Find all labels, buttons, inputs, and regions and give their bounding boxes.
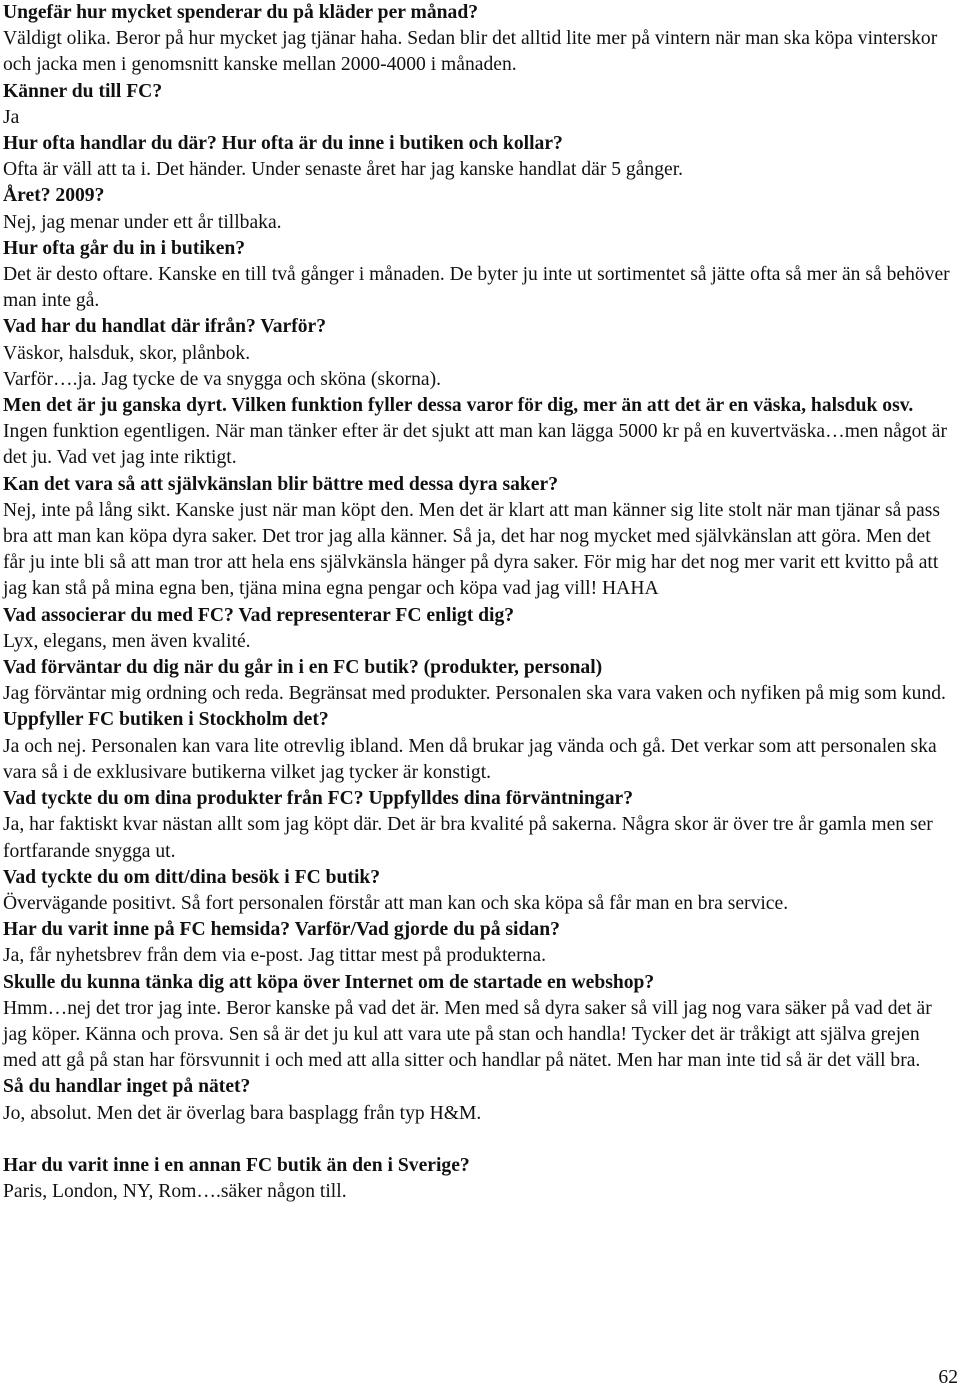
interview-answer — [3, 734, 957, 786]
interview-answer — [3, 498, 957, 603]
interview-answer — [3, 629, 957, 655]
answer-text: Lyx, elegans, men även kvalité. — [3, 630, 251, 652]
document-body — [3, 0, 957, 1205]
interview-question — [3, 236, 957, 262]
answer-text: Nej, inte på lång sikt. Kanske just när man köpt den. Men det är klart att man känner sig lite stolt när man tjänar så pass bra att man kan köpa dyra saker. Det tror jag alla känner. Så ja, det har nog mycket med självkänslan att göra. Men det får ju inte bli så att man tror att hela ens självkänsla hänger på dyra saker. För mig har det nog mer varit ett kvitto på att jag kan stå på mina egna ben, tjäna mina egna pengar och köpa vad jag vill! HAHA — [3, 499, 940, 600]
interview-answer — [3, 105, 957, 131]
answer-text: Ja, har faktiskt kvar nästan allt som jag köpt där. Det är bra kvalité på sakerna. Några skor är över tre år gamla men ser fortfarande snygga ut. — [3, 814, 933, 862]
interview-question — [3, 603, 957, 629]
interview-answer — [3, 1101, 957, 1127]
interview-answer — [3, 157, 957, 183]
question-text: Vad tyckte du om dina produkter från FC? Uppfylldes dina förväntningar? — [3, 788, 634, 810]
interview-answer — [3, 943, 957, 969]
interview-question — [3, 1074, 957, 1100]
question-text: Vad har du handlat där ifrån? Varför? — [3, 316, 327, 338]
question-text: Vad förväntar du dig när du går in i en FC butik? (produkter, personal) — [3, 657, 603, 679]
interview-answer — [3, 812, 957, 864]
interview-answer — [3, 419, 957, 471]
question-text: Kan det vara så att självkänslan blir bättre med dessa dyra saker? — [3, 473, 558, 495]
interview-question — [3, 314, 957, 340]
interview-answer — [3, 262, 957, 314]
interview-question — [3, 917, 957, 943]
answer-text: Nej, jag menar under ett år tillbaka. — [3, 211, 282, 233]
interview-question — [3, 970, 957, 996]
answer-text: Det är desto oftare. Kanske en till två gånger i månaden. De byter ju inte ut sortimentet så jätte ofta så mer än så behöver man inte gå. — [3, 264, 950, 312]
question-text: Vad associerar du med FC? Vad representerar FC enligt dig? — [3, 604, 515, 626]
interview-question — [3, 183, 957, 209]
interview-question — [3, 0, 957, 26]
interview-question — [3, 79, 957, 105]
answer-text: Jag förväntar mig ordning och reda. Begränsat med produkter. Personalen ska vara vaken och nyfiken på mig som kund. — [3, 683, 946, 705]
answer-text: Paris, London, NY, Rom….säker någon till. — [3, 1181, 347, 1203]
question-text: Men det är ju ganska dyrt. Vilken funktion fyller dessa varor för dig, mer än att det är en väska, halsduk osv. — [3, 395, 914, 417]
answer-text: Väldigt olika. Beror på hur mycket jag tjänar haha. Sedan blir det alltid lite mer på vintern när man ska köpa vinterskor och jacka men i genomsnitt kanske mellan 2000-4000 i månaden. — [3, 28, 938, 76]
interview-answer — [3, 891, 957, 917]
interview-answer — [3, 26, 957, 78]
interview-question — [3, 1153, 957, 1179]
question-text: Ungefär hur mycket spenderar du på kläder per månad? — [3, 2, 479, 23]
blank-line — [3, 1127, 957, 1153]
question-text: Känner du till FC? — [3, 80, 163, 102]
question-text: Skulle du kunna tänka dig att köpa över Internet om de startade en webshop? — [3, 971, 655, 993]
question-text: Så du handlar inget på nätet? — [3, 1076, 251, 1098]
interview-answer — [3, 681, 957, 707]
page-number: 62 — [938, 1367, 958, 1388]
answer-text: Ingen funktion egentligen. När man tänker efter är det sjukt att man kan lägga 5000 kr på en kuvertväska…men något är det ju. Vad vet jag inte riktigt. — [3, 421, 947, 469]
interview-question — [3, 655, 957, 681]
answer-text: Ja, får nyhetsbrev från dem via e-post. Jag tittar mest på produkterna. — [3, 945, 546, 967]
interview-question — [3, 786, 957, 812]
interview-question — [3, 707, 957, 733]
answer-text: Ja och nej. Personalen kan vara lite otrevlig ibland. Men då brukar jag vända och gå. Det verkar som att personalen ska vara så i de exklusivare butikerna vilket jag tycker är konstigt. — [3, 735, 937, 783]
answer-text: Övervägande positivt. Så fort personalen förstår att man kan och ska köpa så får man en bra service. — [3, 892, 789, 914]
question-text: Hur ofta handlar du där? Hur ofta är du inne i butiken och kollar? — [3, 133, 563, 155]
interview-question — [3, 393, 957, 419]
answer-text: Jo, absolut. Men det är överlag bara basplagg från typ H&M. — [3, 1102, 482, 1124]
interview-answer — [3, 1179, 957, 1205]
answer-text: Ofta är väll att ta i. Det händer. Under senaste året har jag kanske handlat där 5 gånger. — [3, 159, 684, 181]
interview-answer — [3, 210, 957, 236]
question-text: Året? 2009? — [3, 185, 105, 207]
question-text: Vad tyckte du om ditt/dina besök i FC butik? — [3, 866, 381, 888]
answer-text: Väskor, halsduk, skor, plånbok. — [3, 342, 251, 364]
interview-answer — [3, 996, 957, 1075]
question-text: Uppfyller FC butiken i Stockholm det? — [3, 709, 329, 731]
interview-answer — [3, 341, 957, 367]
answer-text: Varför….ja. Jag tycke de va snygga och sköna (skorna). — [3, 368, 441, 390]
interview-question — [3, 131, 957, 157]
answer-text: Hmm…nej det tror jag inte. Beror kanske på vad det är. Men med så dyra saker så vill jag nog vara säker på vad det är jag köper. Känna och prova. Sen så är det ju kul att vara ute på stan och handla! Tycker det är tråkigt att själva grejen med att gå på stan har försvunnit i och med att alla sitter och handlar på nätet. Men har man inte tid så är det väll bra. — [3, 997, 932, 1072]
question-text: Hur ofta går du in i butiken? — [3, 237, 246, 259]
answer-text: Ja — [3, 106, 20, 128]
interview-question — [3, 472, 957, 498]
question-text: Har du varit inne i en annan FC butik än den i Sverige? — [3, 1154, 470, 1176]
interview-answer — [3, 367, 957, 393]
question-text: Har du varit inne på FC hemsida? Varför/Vad gjorde du på sidan? — [3, 919, 560, 941]
interview-question — [3, 865, 957, 891]
